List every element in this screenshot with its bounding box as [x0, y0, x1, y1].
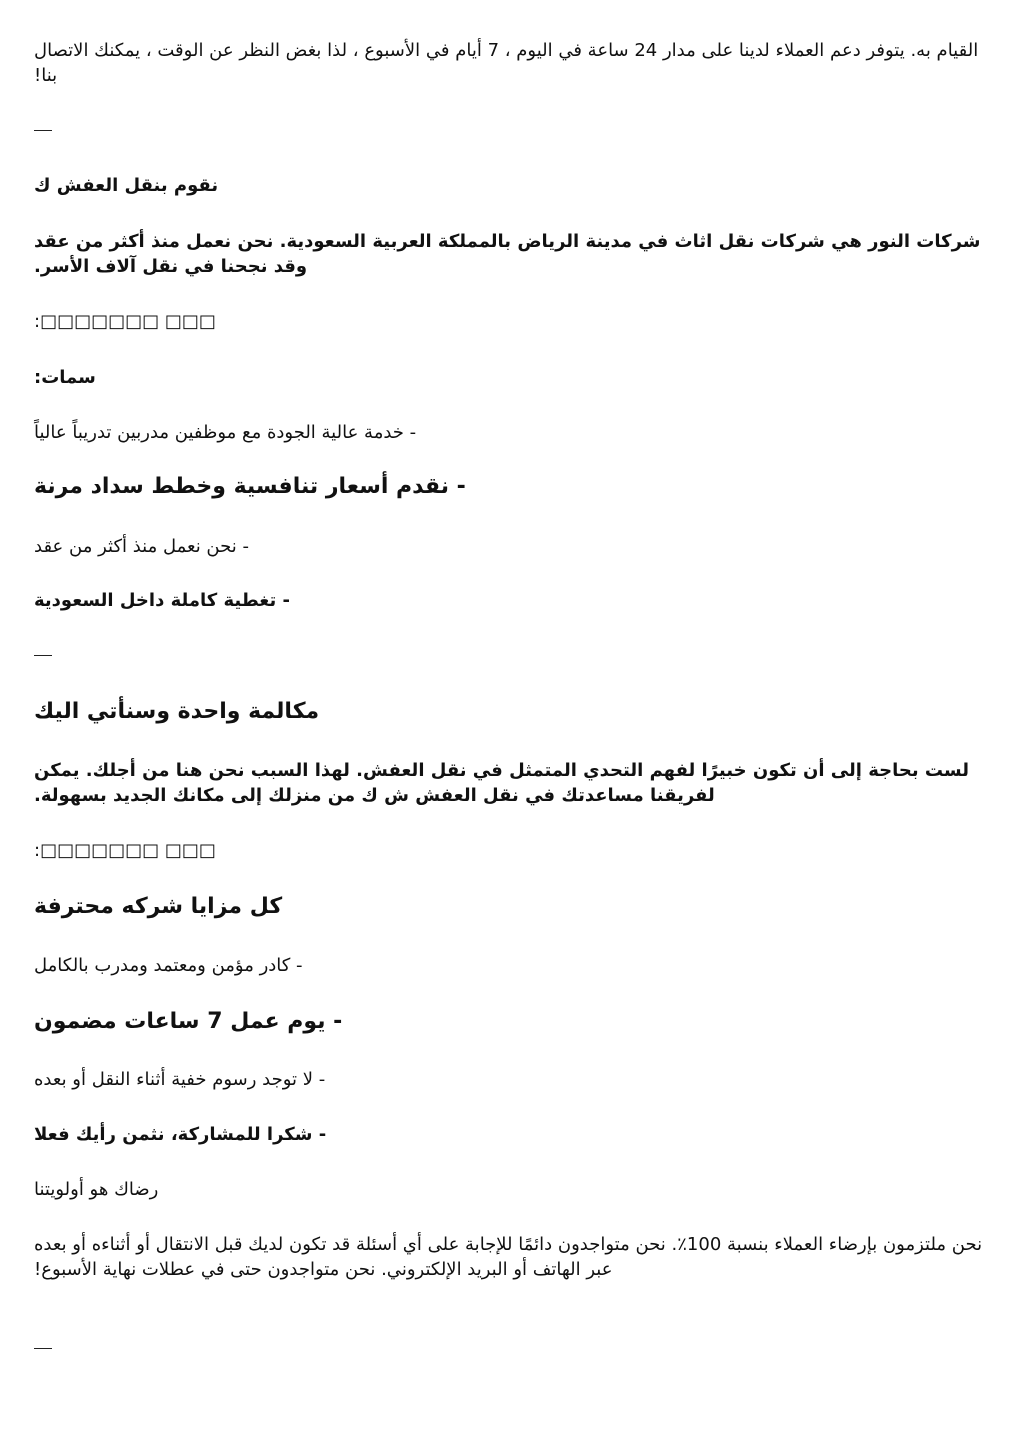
intro-paragraph: القيام به. يتوفر دعم العملاء لدينا على مدار 24 ساعة في اليوم ، 7 أيام في الأسبوع ، لذا بغض النظر عن الوقت ، يمكنك الاتصال بنا!: [34, 40, 979, 86]
section-paragraph: لست بحاجة إلى أن تكون خبيرًا لفهم التحدي المتمثل في نقل العفش. لهذا السبب نحن هنا من أجلك. يمكن لفريقنا مساعدتك في نقل العفش ش ك من منزلك إلى مكانك الجديد بسهولة.: [34, 760, 969, 806]
section-paragraph: نحن ملتزمون بإرضاء العملاء بنسبة 100٪. نحن متواجدون دائمًا للإجابة على أي أسئلة قد تكون لديك قبل الانتقال أو أثناءه أو بعده عبر الهاتف أو البريد الإلكتروني. نحن متواجدون حتى في عطلات نهاية الأسبوع!: [34, 1234, 983, 1280]
section-divider: [34, 1348, 52, 1349]
section-subheading: كل مزايا شركه محترفة: [34, 894, 283, 919]
list-item: - كادر مؤمن ومعتمد ومدرب بالكامل: [34, 955, 303, 976]
section-label: رضاك هو أولويتنا: [34, 1179, 159, 1200]
list-item-emphasized: - نقدم أسعار تنافسية وخطط سداد مرنة: [34, 474, 466, 499]
list-item: - خدمة عالية الجودة مع موظفين مدربين تدريباً عالياً: [34, 422, 417, 443]
section-heading: مكالمة واحدة وسنأتي اليك: [34, 699, 320, 724]
section-divider: [34, 130, 52, 131]
placeholder-text: □□□ □□□□□□□:: [34, 311, 216, 332]
features-label: سمات:: [34, 367, 96, 388]
list-item: - نحن نعمل منذ أكثر من عقد: [34, 536, 249, 557]
section-heading: نقوم بنقل العفش ك: [34, 175, 219, 196]
list-item-bold: - تغطية كاملة داخل السعودية: [34, 590, 290, 611]
placeholder-text: □□□ □□□□□□□:: [34, 840, 216, 861]
section-paragraph: شركات النور هي شركات نقل اثاث في مدينة الرياض بالمملكة العربية السعودية. نحن نعمل منذ أكثر من عقد وقد نجحنا في نقل آلاف الأسر.: [34, 231, 981, 277]
list-item-bold: - شكرا للمشاركة، نثمن رأيك فعلا: [34, 1124, 327, 1145]
list-item-emphasized: - يوم عمل 7 ساعات مضمون: [34, 1009, 343, 1034]
section-divider: [34, 655, 52, 656]
list-item: - لا توجد رسوم خفية أثناء النقل أو بعده: [34, 1069, 326, 1090]
